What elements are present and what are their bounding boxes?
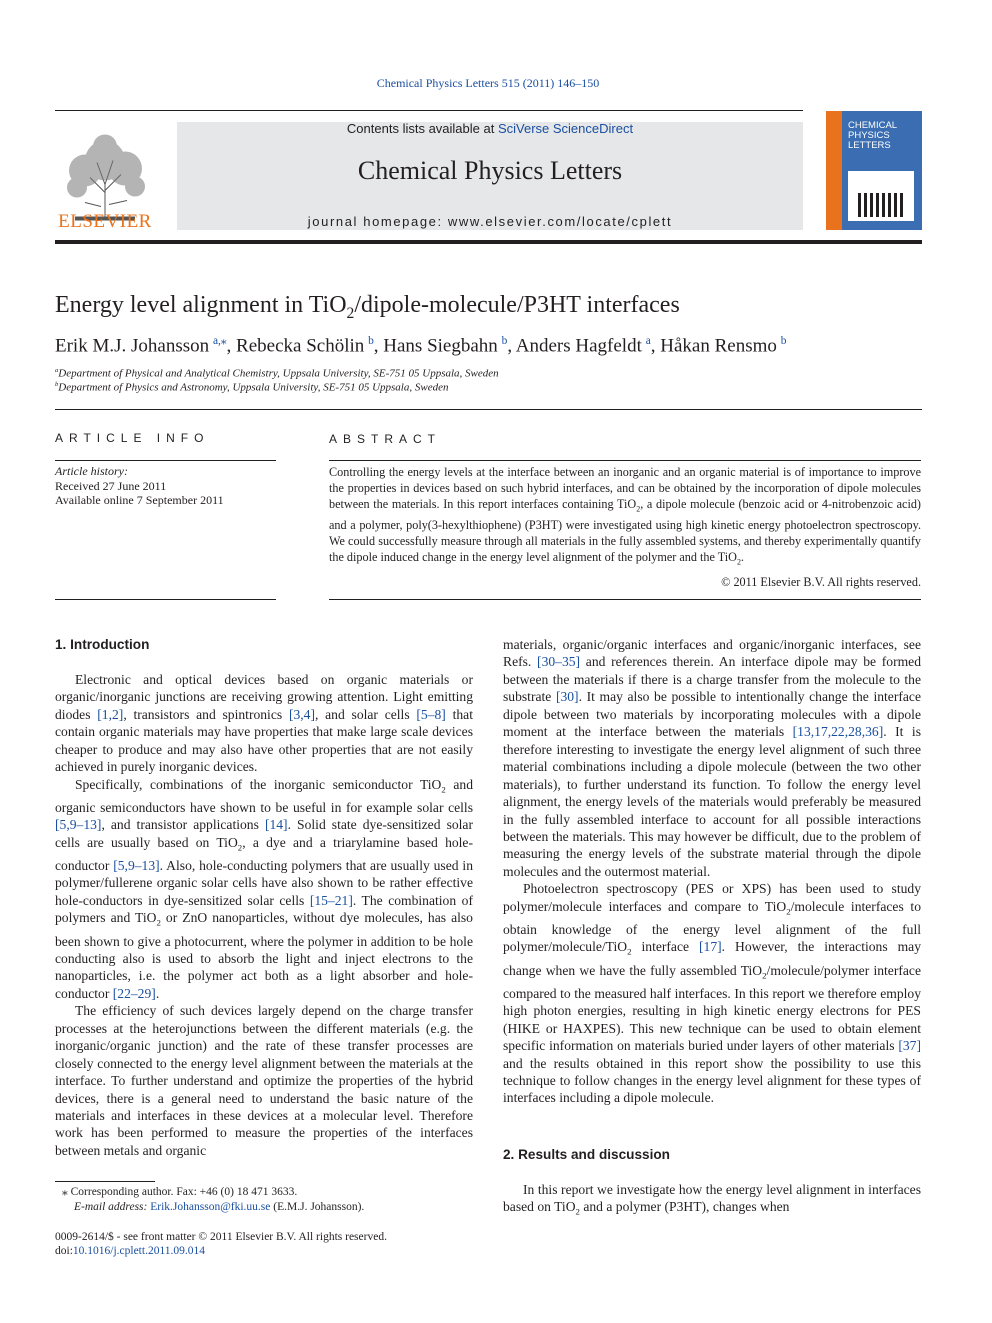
- section-1-heading: 1. Introduction: [55, 637, 150, 652]
- section-2-heading: 2. Results and discussion: [503, 1147, 670, 1162]
- cover-image: [848, 171, 914, 221]
- affiliation-text: Department of Physical and Analytical Chemistry, Uppsala University, SE-751 05 Uppsala, Sweden: [58, 367, 499, 380]
- doi-label: doi:: [55, 1245, 73, 1257]
- abstract-rule: [329, 460, 921, 461]
- sciencedirect-link[interactable]: SciVerse ScienceDirect: [497, 121, 634, 136]
- available-date: Available online 7 September 2011: [55, 493, 224, 507]
- abstract-part: , a dipole molecule (benzoic acid or 4-nitrobenzoic acid) and a polymer, poly(3-hexylthiophene) (P3HT) were investigated using high kinetic energy photoelectron spectroscopy. We could successfully measure through all materials in the fully assembled systems, and thereby experimentally quantify the dipole induced change in the energy level alignment of the polymer and the TiO: [329, 497, 921, 565]
- affiliation-mark: b: [55, 381, 59, 388]
- citation-link[interactable]: [17]: [699, 939, 722, 955]
- received-date: Received 27 June 2011: [55, 478, 167, 493]
- history-label: Article history:: [55, 464, 128, 478]
- citation-link[interactable]: [5,9–13]: [55, 817, 102, 833]
- article-info-rule: [55, 460, 276, 461]
- header-rule: [55, 110, 803, 111]
- paragraph: Electronic and optical devices based on organic materials or organic/inorganic junctions are receiving growing attention. Light emitting diodes [1,2], transistors and spintronics [3,4], and solar cells [5–8] that contain organic materials may have properties that make large scale devices cheaper to produce and may also have other properties that are not easily achieved in purely inorganic devices.: [55, 672, 473, 775]
- citation-link[interactable]: [13,17,22,28,36]: [792, 724, 884, 740]
- section-2-body: [503, 1181, 921, 1222]
- affiliation: [55, 367, 499, 380]
- author-affiliation-mark[interactable]: a: [645, 335, 651, 347]
- paragraph: The efficiency of such devices largely depend on the charge transfer processes at the heterojunctions between the different materials (e.g. the inorganic/organic junction) and the rate of these transfer processes are closely connected to the energy level alignment between the materials at the interface. To further understand and optimize the properties of the hybrid devices, there is a general need to understand the basic nature of the materials and interfaces in these devices at a molecular level. Therefore work has been performed to measure the properties of the interfaces between metals and organic: [55, 1003, 473, 1158]
- affiliation-mark: a: [55, 367, 59, 374]
- abstract-text: Controlling the energy levels at the interface between an inorganic and an organic material is of importance to improve the properties in devices based on such hybrid interfaces, and can be obtained by the incorporation of dipole molecules between the materials. In this report interfaces containing TiO$_2$, a dipole molecule (benzoic acid or 4-nitrobenzoic acid) and a polymer, poly(3-hexylthiophene) (P3HT) were investigated using high kinetic energy photoelectron spectroscopy. We could successfully measure through all materials in the fully assembled systems, and thereby experimentally quantify the dipole induced change in the energy level alignment of the polymer and the TiO$_2$.: [329, 465, 921, 567]
- article-history: [55, 464, 276, 508]
- author-name: Hans Siegbahn: [383, 335, 498, 357]
- corresponding-author-note: ⁎ Corresponding author. Fax: +46 (0) 18 471 3633.: [62, 1186, 298, 1198]
- author-affiliation-mark[interactable]: b: [780, 335, 787, 347]
- footnote-rule: [55, 1181, 155, 1182]
- elsevier-wordmark: ELSEVIER: [58, 211, 152, 232]
- cover-title-line: CHEMICAL: [848, 120, 898, 131]
- title-text: Energy level alignment in TiO: [55, 292, 347, 318]
- contents-line: [177, 121, 803, 136]
- article-info-bottom-rule: [55, 599, 276, 600]
- author-name: Anders Hagfeldt: [515, 335, 642, 357]
- abstract-bottom-rule: [329, 599, 921, 600]
- affiliation: [55, 381, 448, 394]
- author-affiliation-mark[interactable]: b: [368, 335, 374, 347]
- journal-homepage[interactable]: journal homepage: www.elsevier.com/locate/cplett: [307, 214, 673, 229]
- affiliation-text: Department of Physics and Astronomy, Uppsala University, SE-751 05 Uppsala, Sweden: [58, 381, 449, 394]
- author-affiliation-mark[interactable]: a,⁎: [212, 335, 227, 347]
- author-affiliation-mark[interactable]: b: [501, 335, 508, 347]
- citation-link[interactable]: [5,9–13]: [113, 857, 160, 873]
- citation-link[interactable]: [30]: [555, 689, 579, 705]
- article-info-heading: ARTICLE INFO: [55, 431, 210, 445]
- abstract-part: .: [740, 550, 744, 565]
- citation-link[interactable]: [22–29]: [112, 985, 156, 1001]
- citation-link[interactable]: [15–21]: [309, 892, 353, 908]
- cover-title: [848, 121, 897, 151]
- email-note: [74, 1200, 364, 1215]
- citation-link[interactable]: [5–8]: [416, 706, 446, 722]
- doi-line: [55, 1244, 205, 1259]
- header-thick-rule: [55, 240, 922, 244]
- email-suffix: (E.M.J. Johansson).: [270, 1201, 365, 1213]
- paragraph: Photoelectron spectroscopy (PES or XPS) has been used to study polymer/molecule interfaces and compare to TiO$_2$/molecule interfaces to obtain knowledge of the energy level alignment of the full polymer/molecule/TiO$_2$ interface [17]. However, the interactions may change when we have the fully assembled TiO$_2$/molecule/polymer interface compared to the measured half interfaces. In this report we therefore employ high photon energies, resulting in high kinetic energy electrons for PES (HIKE or HAXPES). This new technique can be used to obtain element specific information on materials buried under layers of other materials [37] and the results obtained in this report show the possibility to use this technique to follow changes in the energy level alignment for these types of interfaces including a dipole molecule.: [503, 881, 921, 1106]
- doi-link[interactable]: 10.1016/j.cplett.2011.09.014: [72, 1245, 206, 1257]
- abstract-part: Controlling the energy levels at the interface between an inorganic and an organic material is of importance to improve the properties in devices based on such hybrid interfaces, and can be obtained by the incorporation of dipole molecules between the materials. In this report interfaces containing TiO: [329, 465, 921, 511]
- cover-title-line: PHYSICS: [848, 130, 890, 141]
- right-column: [503, 636, 921, 1107]
- title-subscript: 2: [346, 304, 355, 322]
- cover-graphic-icon: [848, 171, 914, 221]
- title-text: /dipole-molecule/P3HT interfaces: [354, 292, 680, 318]
- citation-link[interactable]: [37]: [898, 1038, 921, 1054]
- author-name: Håkan Rensmo: [660, 335, 777, 357]
- article-title: [55, 292, 680, 323]
- journal-title: Chemical Physics Letters: [357, 156, 623, 185]
- journal-cover-thumbnail: [826, 111, 922, 230]
- paragraph: materials, organic/organic interfaces and organic/inorganic interfaces, see Refs. [30–35] and references therein. An interface dipole may be formed between the materials if there is a charge transfer from the molecule to the substrate [30]. It may also be possible to intentionally change the interface dipole between two materials by incorporating molecules with a dipole moment at the interface between the materials [13,17,22,28,36]. It is therefore interesting to investigate the energy level alignment of such three material combinations including a dipole molecule (between the two other materials), to further understand its function. To follow the energy level alignment, the energy levels of the materials would preferably be measured in the fully assembled interface to account for all possible interactions between the materials. This may however be difficult, due to the problem of measuring the energy levels of the substrate material through the dipole molecules and the outermost material.: [503, 637, 922, 879]
- author-list: Erik M.J. Johansson $^{a,⁎}$, Rebecka Schölin $^b$, Hans Siegbahn $^b$, Anders Hagfeldt $^a$, Håkan Rensmo $^b$: [55, 335, 787, 357]
- author-name: Rebecka Schölin: [236, 335, 365, 357]
- email-label: E-mail address:: [74, 1201, 151, 1213]
- contents-prefix: Contents lists available at: [346, 121, 498, 136]
- citation-link[interactable]: [14]: [264, 817, 288, 833]
- paragraph: Specifically, combinations of the inorganic semiconductor TiO$_2$ and organic semiconductors have shown to be useful in for example solar cells [5,9–13], and transistor applications [14]. Solid state dye-sensitized solar cells are usually based on TiO$_2$, a dye and a triarylamine based hole-conductor [5,9–13]. Also, hole-conducting polymers that are usually used in polymer/fullerene organic solar cells have also shown to be rather effective hole-conductors in dye-sensitized solar cells [15–21]. The combination of polymers and TiO$_2$ or ZnO nanoparticles, without dye molecules, has also been shown to give a photocurrent, where the polymer in addition to be hole conducting also is used to absorb the light and inject electrons to the nanoparticles, i.e. the polymer act both as a light absorber and hole-conductor [22–29].: [55, 776, 474, 1001]
- citation-link[interactable]: [3,4]: [288, 706, 315, 722]
- journal-citation[interactable]: Chemical Physics Letters 515 (2011) 146–150: [376, 76, 600, 90]
- email-link[interactable]: Erik.Johansson@fki.uu.se: [150, 1201, 271, 1213]
- citation-link[interactable]: [1,2]: [97, 706, 124, 722]
- cover-stripe: [826, 111, 842, 230]
- left-column: [55, 671, 473, 1159]
- title-separator: [55, 409, 922, 410]
- citation-link[interactable]: [30–35]: [537, 654, 581, 670]
- issn-line: 0009-2614/$ - see front matter © 2011 Elsevier B.V. All rights reserved.: [55, 1231, 387, 1243]
- paragraph: In this report we investigate how the energy level alignment in interfaces based on TiO$_2$ and a polymer (P3HT), changes when: [503, 1182, 921, 1218]
- abstract-heading: ABSTRACT: [329, 432, 442, 446]
- author-name: Erik M.J. Johansson: [55, 335, 210, 357]
- abstract-copyright: © 2011 Elsevier B.V. All rights reserved.: [721, 575, 921, 589]
- cover-title-line: LETTERS: [848, 140, 891, 151]
